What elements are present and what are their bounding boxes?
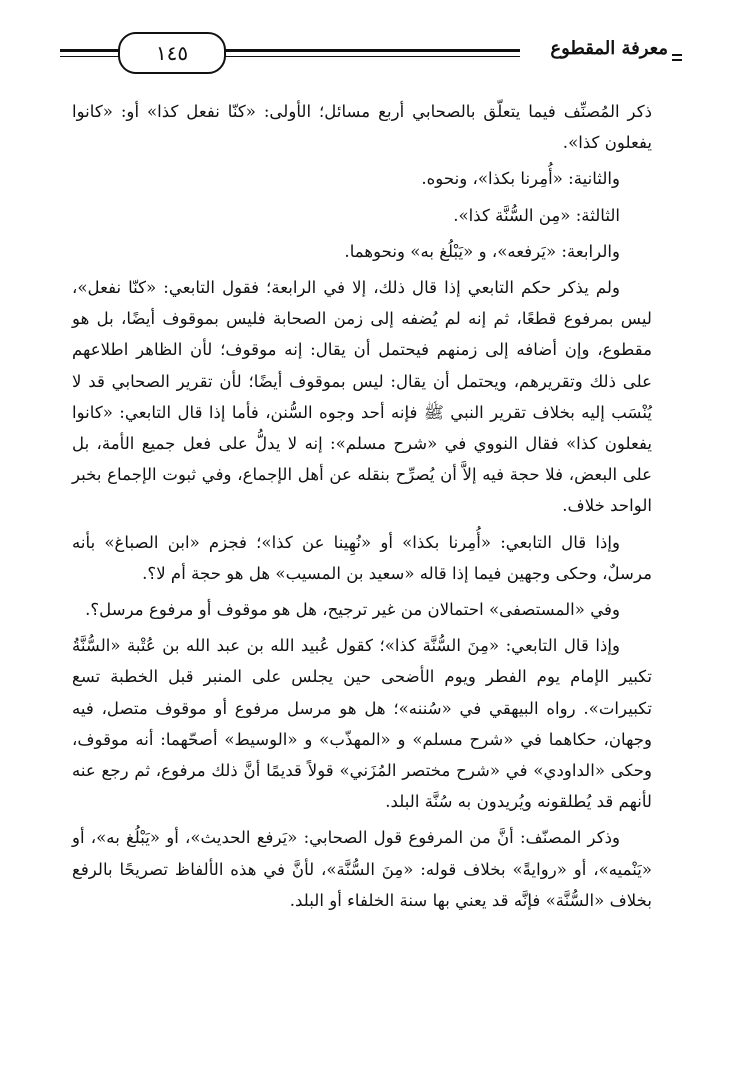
paragraph: وإذا قال التابعي: «أُمِرنا بكذا» أو «نُهِينا عن كذا»؛ فجزم «ابن الصباغ» بأنه مرسلٌ، وحكى وجهين فيما إذا قاله «سعيد بن المسيب» هل هو حجة أم لا؟. [72,532,652,583]
paragraph: ذكر المُصنِّف فيما يتعلّق بالصحابي أربع مسائل؛ الأولى: «كنّا نفعل كذا» أو: «كانوا يفعلون كذا». [72,102,652,153]
body-text [72,96,652,921]
paragraph: ولم يذكر حكم التابعي إذا قال ذلك، إلا في الرابعة؛ فقول التابعي: «كنّا نفعل»، ليس بمرفوع قطعًا، ثم إنه لم يُضفه إلى زمن الصحابة فليس بموقوف أيضًا، بل هو مقطوع، وإن أضافه إلى زمنهم فيحتمل أن يقال: إنه موقوف؛ لأن الظاهر اطلاعهم على ذلك وتقريرهم، ويحتمل أن يقال: ليس بموقوف أيضًا؛ لأن تقرير الصحابي قد لا يُنْسَب إليه بخلاف تقرير النبي ﷺ فإنه أحد وجوه السُّنن، فأما إذا قال التابعي: «كانوا يفعلون كذا» فقال النووي في «شرح مسلم»: إنه لا يدلُّ على فعل جميع الأمة، بل على البعض، فلا حجة فيه إلاَّ أن يُصرِّح بنقله عن أهل الإجماع، وفي ثبوت الإجماع بخبر الواحد خلاف. [72,278,652,516]
page-header [60,32,668,78]
paragraph: والرابعة: «يَرفعه»، و «يَبْلُغ به» ونحوهما. [344,241,620,261]
page-number-box [118,32,226,74]
chapter-title: معرفة المقطوع [550,38,668,59]
paragraph: الثالثة: «مِن السُّنَّة كذا». [453,205,620,225]
page-number: ١٤٥ [155,41,189,65]
paragraph: وذكر المصنّف: أنَّ من المرفوع قول الصحابي: «يَرفع الحديث»، أو «يَبْلُغ به»، أو «يَنْميه»، أو «روايةً» بخلاف قوله: «مِنَ السُّنَّة»، لأنَّ في هذه الألفاظ تصريحًا بالرفع بخلاف «السُّنَّة» فإنَّه قد يعني بها سنة الخلفاء أو البلد. [72,828,652,910]
paragraph: وإذا قال التابعي: «مِنَ السُّنَّة كذا»؛ كقول عُبيد الله بن عبد الله بن عُتْبة «السُّنَّةُ تكبير الإمام يوم الفطر ويوم الأضحى حين يجلس على المنبر قبل الخطبة تسع تكبيرات». رواه البيهقي في «سُننه»؛ هل هو مرسل مرفوع أو موقوف متصل، فيه وجهان، حكاهما في «شرح مسلم» و «المهذّب» و «الوسيط» أصحّهما: أنه موقوف، وحكى «الداودي» في «شرح مختصر المُزَني» قولاً قديمًا أنَّ ذلك مرفوع، ثم رجع عنه لأنهم قد يُطلقونه ويُريدون به سُنَّة البلد. [72,636,652,812]
paragraph: والثانية: «أُمِرنا بكذا»، ونحوه. [421,169,620,189]
paragraph: وفي «المستصفى» احتمالان من غير ترجيح، هل هو موقوف أو مرفوع مرسل؟. [85,600,620,620]
title-ornament [672,54,682,61]
